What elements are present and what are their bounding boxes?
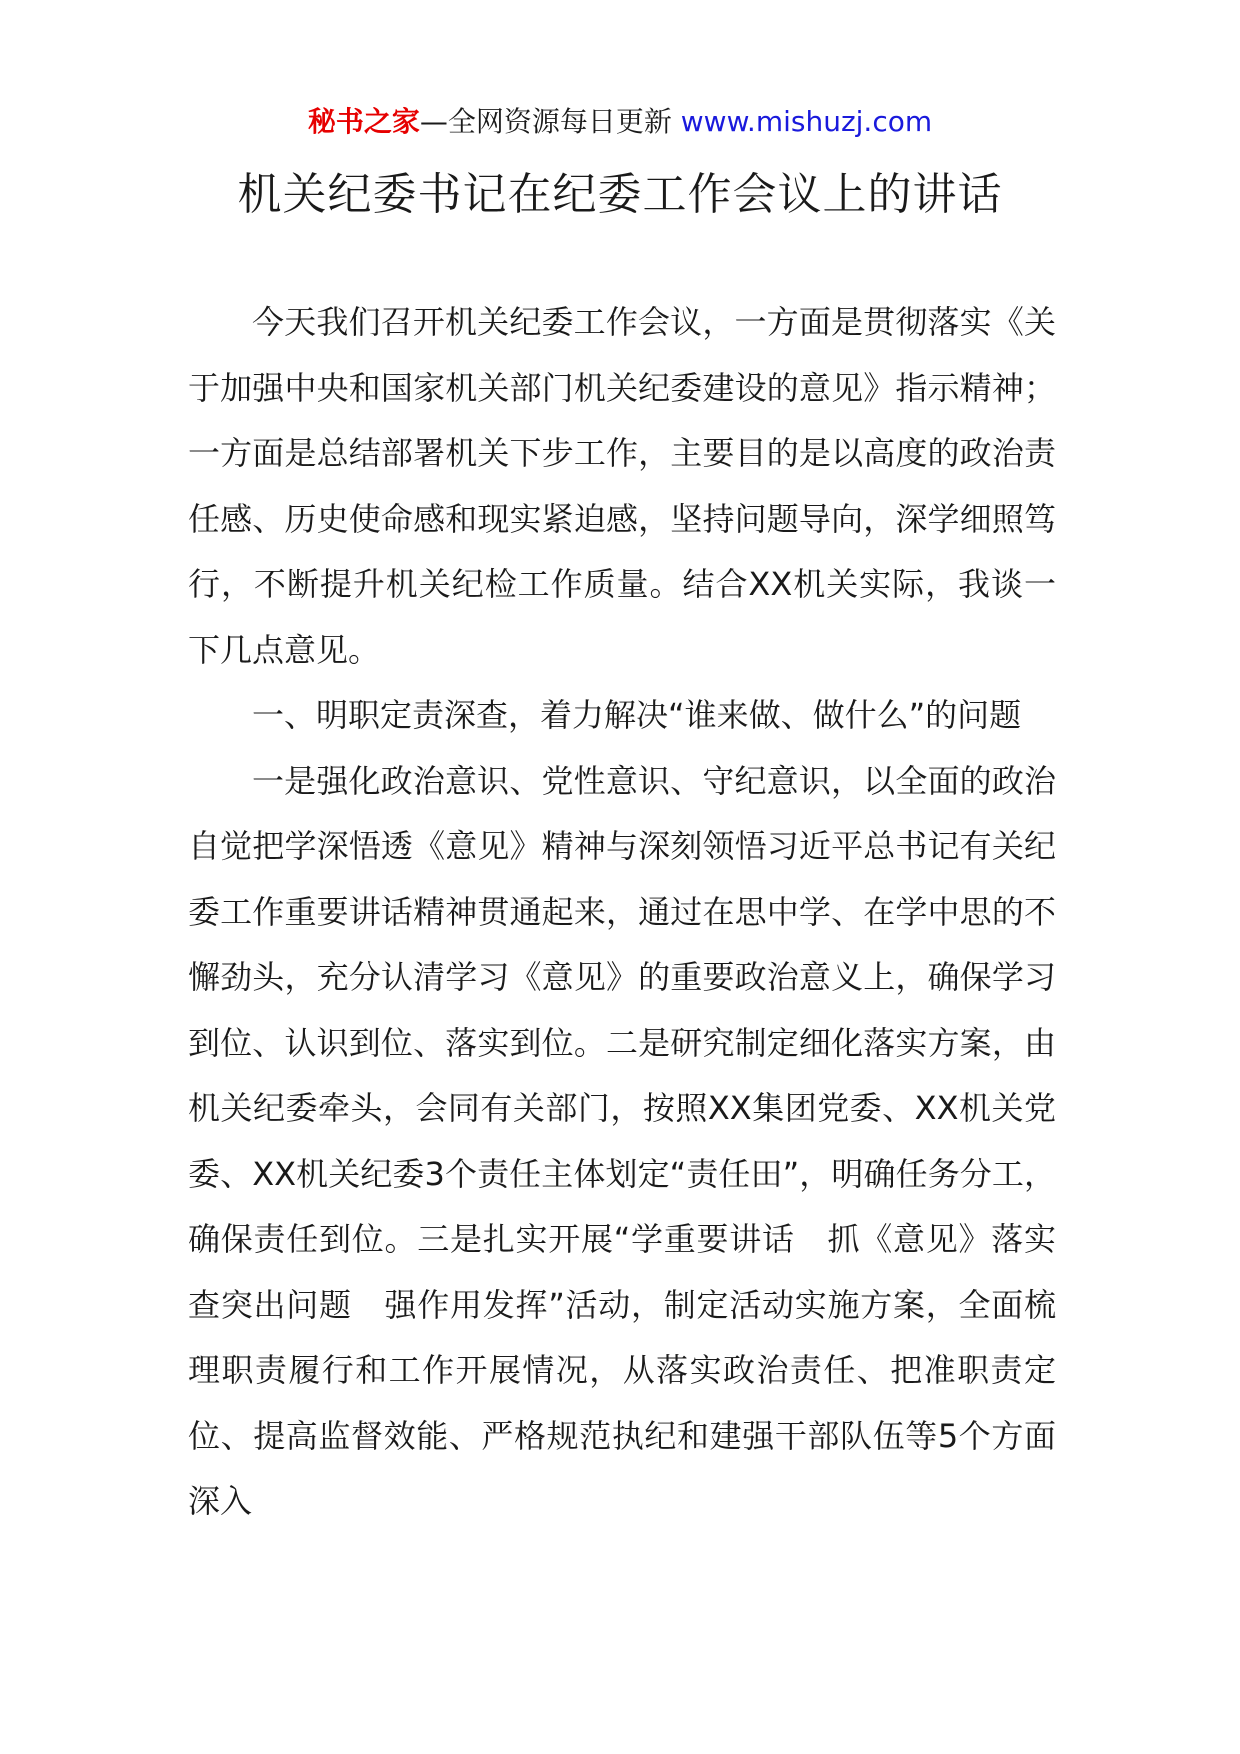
site-tagline: —全网资源每日更新 [419,105,681,138]
paragraph-section-1: 一是强化政治意识、党性意识、守纪意识，以全面的政治自觉把学深悟透《意见》精神与深刻领悟习近平总书记有关纪委工作重要讲话精神贯通起来，通过在思中学、在学中思的不懈劲头，充分认清学习《意见》的重要政治意义上，确保学习到位、认识到位、落实到位。二是研究制定细化落实方案，由机关纪委牵头，会同有关部门，按照XX集团党委、XX机关党委、XX机关纪委3个责任主体划定“责任田”，明确任务分工，确保责任到位。三是扎实开展“学重要讲话 抓《意见》落实 查突出问题 强作用发挥”活动，制定活动实施方案，全面梳理职责履行和工作开展情况，从落实政治责任、把准职责定位、提高监督效能、严格规范执纪和建强干部队伍等5个方面深入 [188,761,1089,1520]
section-heading-1: 一、明职定责深查，着力解决“谁来做、做什么”的问题 [252,696,1022,734]
site-header [0,102,1240,142]
document-body [188,290,1089,1535]
document-title: 机关纪委书记在纪委工作会议上的讲话 [237,169,1003,220]
site-url-link[interactable]: www.mishuzj.com [680,105,933,138]
site-name: 秘书之家 [307,105,420,138]
paragraph-intro: 今天我们召开机关纪委工作会议，一方面是贯彻落实《关于加强中央和国家机关部门机关纪委建设的意见》指示精神；一方面是总结部署机关下步工作，主要目的是以高度的政治责任感、历史使命感和现实紧迫感，坚持问题导向，深学细照笃行，不断提升机关纪检工作质量。结合XX机关实际，我谈一下几点意见。 [188,303,1056,669]
